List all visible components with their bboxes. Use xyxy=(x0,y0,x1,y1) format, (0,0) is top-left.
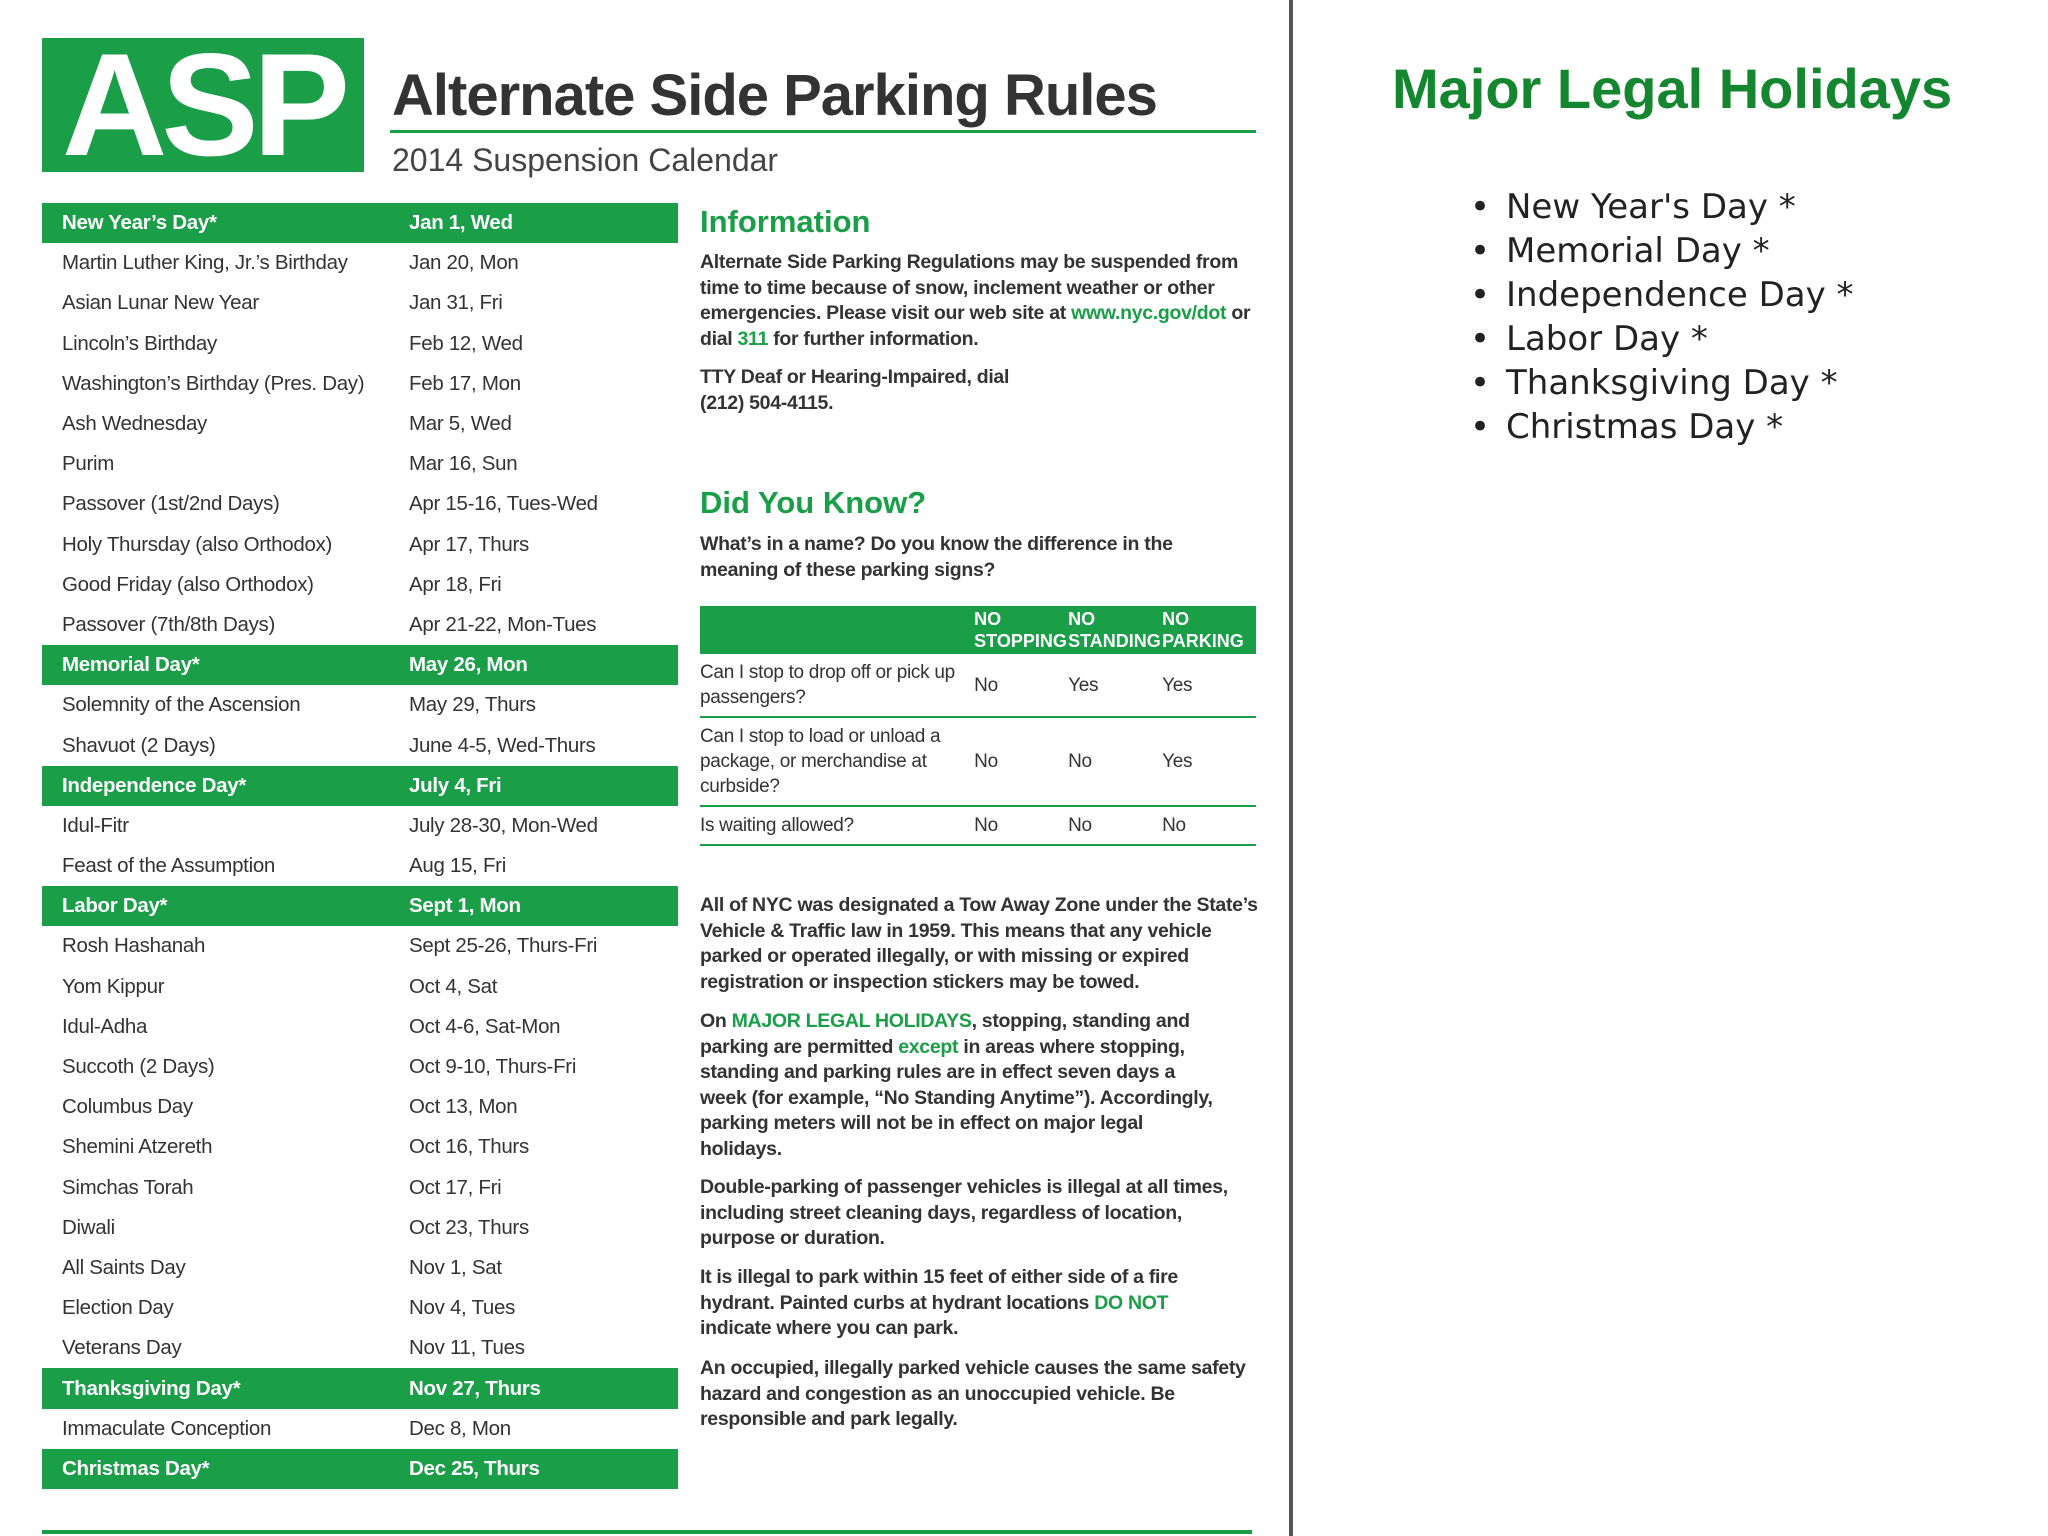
holiday-date: Feb 17, Mon xyxy=(409,371,521,395)
signs-row xyxy=(700,806,1256,845)
holiday-date: Oct 13, Mon xyxy=(409,1095,518,1119)
holiday-row-major xyxy=(42,1449,678,1489)
holiday-name: Yom Kippur xyxy=(62,974,165,998)
holiday-row-major xyxy=(42,645,678,685)
signs-answer: No xyxy=(1068,717,1162,806)
holiday-date: Apr 18, Fri xyxy=(409,572,502,596)
major-holidays-list xyxy=(1470,185,1854,449)
holiday-row xyxy=(42,324,678,364)
holiday-name: Veterans Day xyxy=(62,1336,182,1360)
holiday-date: Nov 1, Sat xyxy=(409,1255,502,1279)
holiday-row xyxy=(42,846,678,886)
asp-logo: ASP xyxy=(42,38,364,172)
signs-question: Can I stop to load or unload a package, or merchandise at curbside? xyxy=(700,717,974,806)
holiday-date: Sept 25-26, Thurs-Fri xyxy=(409,934,598,958)
holiday-row xyxy=(42,1248,678,1288)
holiday-date: Oct 4, Sat xyxy=(409,974,498,998)
holiday-date: Dec 8, Mon xyxy=(409,1416,511,1440)
sidebar-title: Major Legal Holidays xyxy=(1392,57,1953,120)
holiday-date: July 4, Fri xyxy=(409,773,502,797)
holiday-name: Asian Lunar New Year xyxy=(62,291,259,315)
holiday-date: Apr 21-22, Mon-Tues xyxy=(409,612,597,636)
holiday-date: June 4-5, Wed-Thurs xyxy=(409,733,596,757)
signs-question: Is waiting allowed? xyxy=(700,806,974,845)
holiday-date: Jan 20, Mon xyxy=(409,251,519,275)
holiday-name: Election Day xyxy=(62,1296,174,1320)
holiday-date: Apr 17, Thurs xyxy=(409,532,529,556)
holiday-name: Feast of the Assumption xyxy=(62,854,276,878)
holiday-row xyxy=(42,725,678,765)
bottom-divider xyxy=(42,1530,1252,1534)
holiday-row-major xyxy=(42,1368,678,1408)
holiday-date: Apr 15-16, Tues-Wed xyxy=(409,492,598,516)
holiday-name: Shemini Atzereth xyxy=(62,1135,213,1159)
double-parking-paragraph: Double-parking of passenger vehicles is illegal at all times, including street cleaning days, regardless of location, purpose or duration. xyxy=(700,1176,1228,1249)
holiday-name: Purim xyxy=(62,452,115,476)
holiday-name: Immaculate Conception xyxy=(62,1416,272,1440)
tty-paragraph xyxy=(700,365,1260,416)
holiday-row xyxy=(42,1087,678,1127)
holiday-name: Idul-Adha xyxy=(62,1014,148,1038)
holiday-row xyxy=(42,283,678,323)
holiday-name: Holy Thursday (also Orthodox) xyxy=(62,532,333,556)
major-legal-holidays-highlight: MAJOR LEGAL HOLIDAYS xyxy=(731,1010,972,1032)
holiday-date: Oct 17, Fri xyxy=(409,1175,502,1199)
holiday-date: Nov 11, Tues xyxy=(409,1336,525,1360)
signs-question: Can I stop to drop off or pick up passengers? xyxy=(700,654,974,717)
holiday-row-major xyxy=(42,203,678,243)
holiday-name: Passover (1st/2nd Days) xyxy=(62,492,280,516)
signs-answer: No xyxy=(1162,806,1256,845)
holiday-name: Good Friday (also Orthodox) xyxy=(62,572,314,596)
holiday-name: Thanksgiving Day* xyxy=(62,1376,241,1400)
holiday-name: Succoth (2 Days) xyxy=(62,1055,215,1079)
tty-number: (212) 504-4115. xyxy=(700,391,834,414)
info-text: for further information. xyxy=(768,327,979,350)
holiday-date: Nov 27, Thurs xyxy=(409,1376,541,1400)
signs-answer: No xyxy=(974,717,1068,806)
holiday-row-major xyxy=(42,886,678,926)
holiday-date: Oct 16, Thurs xyxy=(409,1135,529,1159)
occupied-vehicle-paragraph: An occupied, illegally parked vehicle causes the same safety hazard and congestion as an unoccupied vehicle. Be responsible and park legally. xyxy=(700,1357,1246,1430)
holiday-row xyxy=(42,1007,678,1047)
parking-signs-table xyxy=(700,606,1256,846)
holiday-row xyxy=(42,565,678,605)
holiday-name: Martin Luther King, Jr.’s Birthday xyxy=(62,251,348,275)
holiday-name: Passover (7th/8th Days) xyxy=(62,612,275,636)
holiday-date: Mar 5, Wed xyxy=(409,412,512,436)
holiday-name: Shavuot (2 Days) xyxy=(62,733,216,757)
major-holiday-item: • Independence Day * xyxy=(1470,273,1854,317)
holiday-date: Nov 4, Tues xyxy=(409,1296,516,1320)
signs-header-stopping: NO STOPPING xyxy=(974,606,1068,654)
signs-answer: No xyxy=(974,806,1068,845)
holiday-name: New Year’s Day* xyxy=(62,211,217,235)
holiday-name: Simchas Torah xyxy=(62,1175,194,1199)
holiday-row xyxy=(42,1047,678,1087)
holiday-row xyxy=(42,364,678,404)
hydrant-paragraph: It is illegal to park within 15 feet of either side of a fire hydrant. Painted curbs at hydrant locations DO NOT indicate where you can park. xyxy=(700,1266,1178,1339)
signs-header-parking: NO PARKING xyxy=(1162,606,1256,654)
holiday-name: Rosh Hashanah xyxy=(62,934,206,958)
holiday-name: Idul-Fitr xyxy=(62,813,129,837)
holiday-row xyxy=(42,926,678,966)
do-not-highlight: DO NOT xyxy=(1094,1291,1169,1314)
holiday-name: Labor Day* xyxy=(62,894,168,918)
holiday-row xyxy=(42,444,678,484)
tow-away-paragraph: All of NYC was designated a Tow Away Zone under the State’s Vehicle & Traffic law in 1959. This means that any vehicle parked or operated illegally, or with missing or expired registration or inspection stickers may be towed. xyxy=(700,894,1258,993)
signs-answer: No xyxy=(974,654,1068,717)
holiday-name: Independence Day* xyxy=(62,773,247,797)
holiday-date: May 26, Mon xyxy=(409,653,528,677)
phone-number: 311 xyxy=(737,327,769,350)
holiday-row xyxy=(42,1288,678,1328)
holiday-date: Feb 12, Wed xyxy=(409,331,523,355)
holiday-row xyxy=(42,1168,678,1208)
holiday-name: Washington’s Birthday (Pres. Day) xyxy=(62,371,365,395)
signs-header-row xyxy=(700,606,1256,654)
major-holiday-item: • Memorial Day * xyxy=(1470,229,1854,273)
did-you-know-intro: What’s in a name? Do you know the difference in the meaning of these parking signs? xyxy=(700,533,1173,581)
signs-answer: Yes xyxy=(1162,717,1256,806)
information-heading: Information xyxy=(700,204,871,239)
holiday-date: Aug 15, Fri xyxy=(409,854,506,878)
holiday-row xyxy=(42,243,678,283)
signs-answer: Yes xyxy=(1162,654,1256,717)
holiday-date: Sept 1, Mon xyxy=(409,894,521,918)
holiday-name: All Saints Day xyxy=(62,1255,186,1279)
holiday-date: July 28-30, Mon-Wed xyxy=(409,813,598,837)
except-highlight: except xyxy=(898,1035,959,1058)
holiday-row xyxy=(42,967,678,1007)
major-holiday-item: • New Year's Day * xyxy=(1470,185,1854,229)
holiday-name: Columbus Day xyxy=(62,1095,193,1119)
info-text: Alternate Side Parking Regulations may be suspended from time to time because of snow, inclement weather or other emergencies. Please visit our web site at xyxy=(700,251,1238,324)
holiday-date: Oct 4-6, Sat-Mon xyxy=(409,1014,561,1038)
major-holiday-item: • Labor Day * xyxy=(1470,317,1854,361)
signs-answer: No xyxy=(1068,806,1162,845)
document-title: Alternate Side Parking Rules xyxy=(392,63,1157,128)
signs-row xyxy=(700,717,1256,806)
holiday-date: Jan 31, Fri xyxy=(409,291,503,315)
major-holiday-item: • Christmas Day * xyxy=(1470,405,1854,449)
signs-header-blank xyxy=(700,606,974,654)
document-subtitle: 2014 Suspension Calendar xyxy=(392,142,779,178)
holiday-row xyxy=(42,1409,678,1449)
holiday-name: Christmas Day* xyxy=(62,1456,210,1480)
holiday-date: Jan 1, Wed xyxy=(409,211,513,235)
holiday-row xyxy=(42,404,678,444)
holiday-row xyxy=(42,525,678,565)
holiday-name: Solemnity of the Ascension xyxy=(62,693,301,717)
holiday-row xyxy=(42,484,678,524)
holiday-row xyxy=(42,685,678,725)
holiday-name: Lincoln’s Birthday xyxy=(62,331,217,355)
holiday-date: Oct 9-10, Thurs-Fri xyxy=(409,1055,577,1079)
holiday-date: Dec 25, Thurs xyxy=(409,1456,540,1480)
holiday-row xyxy=(42,605,678,645)
legal-holidays-paragraph: On MAJOR LEGAL HOLIDAYS, stopping, standing and parking are permitted except in areas where stopping, standing and parking rules are in effect seven days a week (for example, “No Standing Anytime”). Accordingly, parking meters will not be in effect on major legal holidays. xyxy=(700,1010,1213,1160)
holiday-row xyxy=(42,1328,678,1368)
tty-line: TTY Deaf or Hearing-Impaired, dial xyxy=(700,366,1010,388)
information-paragraph xyxy=(700,250,1260,352)
signs-row xyxy=(700,654,1256,717)
holiday-date: Mar 16, Sun xyxy=(409,452,518,476)
holiday-name: Memorial Day* xyxy=(62,653,200,677)
holiday-date: Oct 23, Thurs xyxy=(409,1215,529,1239)
holiday-name: Ash Wednesday xyxy=(62,412,208,436)
title-divider xyxy=(390,130,1256,133)
info-text: or dial xyxy=(700,302,1251,350)
holiday-row xyxy=(42,1208,678,1248)
holiday-row xyxy=(42,1127,678,1167)
holiday-row-major xyxy=(42,766,678,806)
did-you-know-heading: Did You Know? xyxy=(700,485,927,520)
major-holiday-item: • Thanksgiving Day * xyxy=(1470,361,1854,405)
website-link[interactable]: www.nyc.gov/dot xyxy=(1071,302,1227,324)
holiday-date: May 29, Thurs xyxy=(409,693,536,717)
signs-answer: Yes xyxy=(1068,654,1162,717)
holiday-name: Diwali xyxy=(62,1215,115,1239)
signs-header-standing: NO STANDING xyxy=(1068,606,1162,654)
holiday-row xyxy=(42,806,678,846)
holiday-table xyxy=(42,203,678,1489)
